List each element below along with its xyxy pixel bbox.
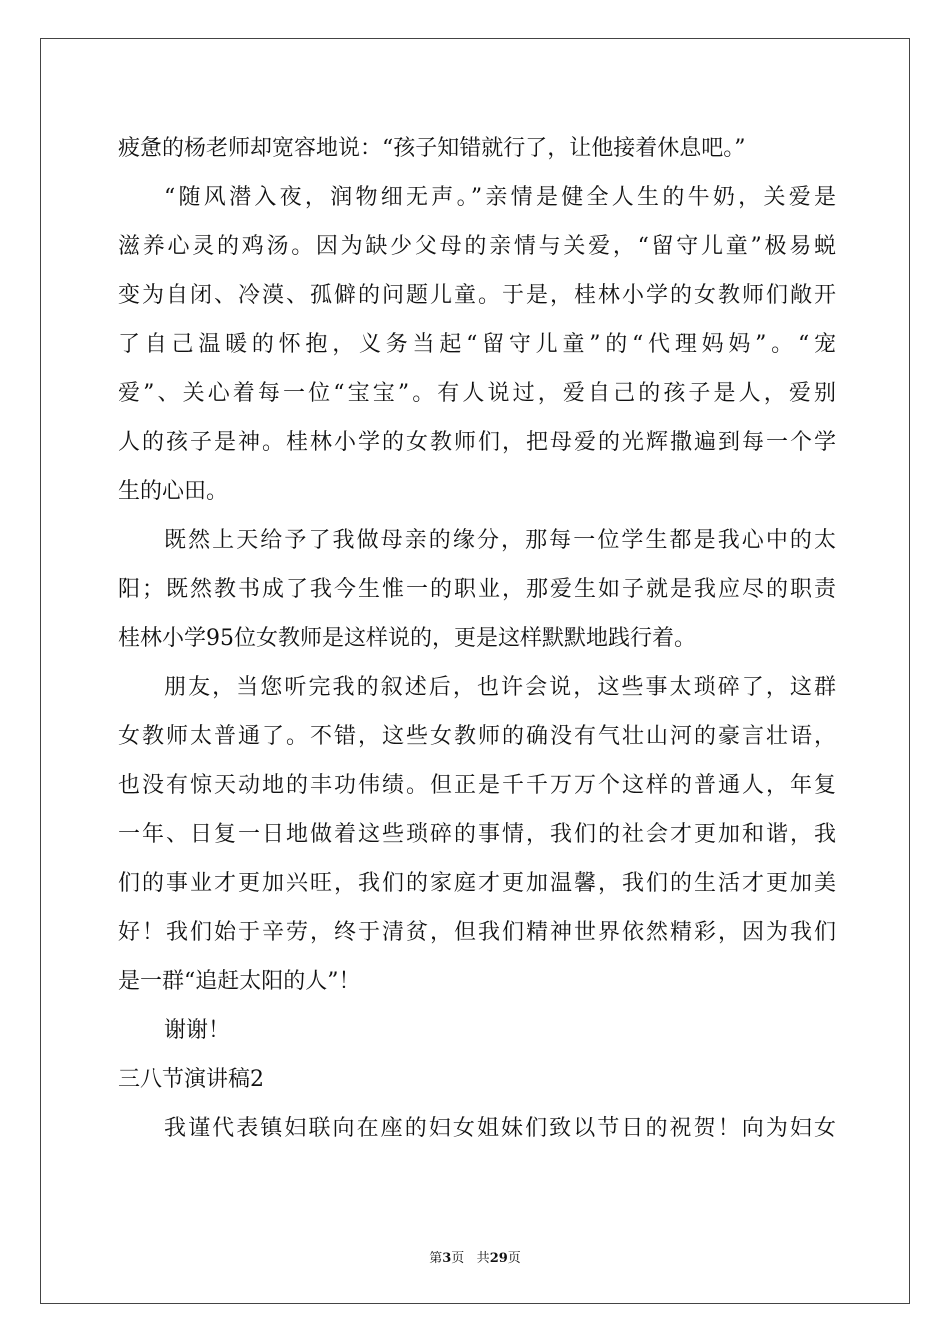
text-line-1: 疲惫的杨老师却宽容地说：“孩子知错就行了，让他接着休息吧。” (118, 136, 746, 161)
text-line-5: 了自己温暖的怀抱，义务当起“留守儿童”的“代理妈妈”。“宠 (118, 332, 836, 357)
text-line-6: 爱”、关心着每一位“宝宝”。有人说过，爱自己的孩子是人，爱别 (118, 381, 836, 406)
total-suffix: 页 (507, 1251, 521, 1266)
document-body (118, 124, 836, 1153)
text-line-18: 是一群“追赶太阳的人”！ (118, 969, 361, 994)
text-line-9: 既然上天给予了我做母亲的缘分，那每一位学生都是我心中的太 (164, 528, 836, 553)
text-line-13: 女教师太普通了。不错，这些女教师的确没有气壮山河的豪言壮语， (118, 724, 836, 749)
text-line-21: 我谨代表镇妇联向在座的妇女姐妹们致以节日的祝贺！向为妇女 (164, 1116, 836, 1141)
text-line-15: 一年、日复一日地做着这些琐碎的事情，我们的社会才更加和谐，我 (118, 822, 836, 847)
text-line-10: 阳；既然教书成了我今生惟一的职业，那爱生如子就是我应尽的职责 (118, 577, 836, 602)
page-footer (0, 1247, 950, 1266)
text-line-7: 人的孩子是神。桂林小学的女教师们，把母爱的光辉撒遍到每一个学 (118, 430, 836, 455)
text-line-12: 朋友，当您听完我的叙述后，也许会说，这些事太琐碎了，这群 (164, 675, 836, 700)
text-line-11: 桂林小学95位女教师是这样说的，更是这样默默地践行着。 (118, 626, 696, 651)
page-prefix: 第 (429, 1251, 443, 1266)
section-heading: 三八节演讲稿2 (118, 1067, 264, 1092)
page-number: 3 (442, 1251, 452, 1266)
total-pages: 29 (489, 1251, 508, 1266)
text-line-19: 谢谢！ (164, 1018, 231, 1043)
text-line-16: 们的事业才更加兴旺，我们的家庭才更加温馨，我们的生活才更加美 (118, 871, 836, 896)
text-line-2: “随风潜入夜，润物细无声。”亲情是健全人生的牛奶，关爱是 (164, 185, 836, 210)
text-line-14: 也没有惊天动地的丰功伟绩。但正是千千万万个这样的普通人，年复 (118, 773, 836, 798)
total-prefix: 共 (476, 1251, 490, 1266)
page-suffix: 页 (451, 1251, 465, 1266)
text-line-4: 变为自闭、冷漠、孤僻的问题儿童。于是，桂林小学的女教师们敞开 (118, 283, 836, 308)
text-line-17: 好！我们始于辛劳，终于清贫，但我们精神世界依然精彩，因为我们 (118, 920, 836, 945)
text-line-3: 滋养心灵的鸡汤。因为缺少父母的亲情与关爱，“留守儿童”极易蜕 (118, 234, 836, 259)
text-line-8: 生的心田。 (118, 479, 229, 504)
